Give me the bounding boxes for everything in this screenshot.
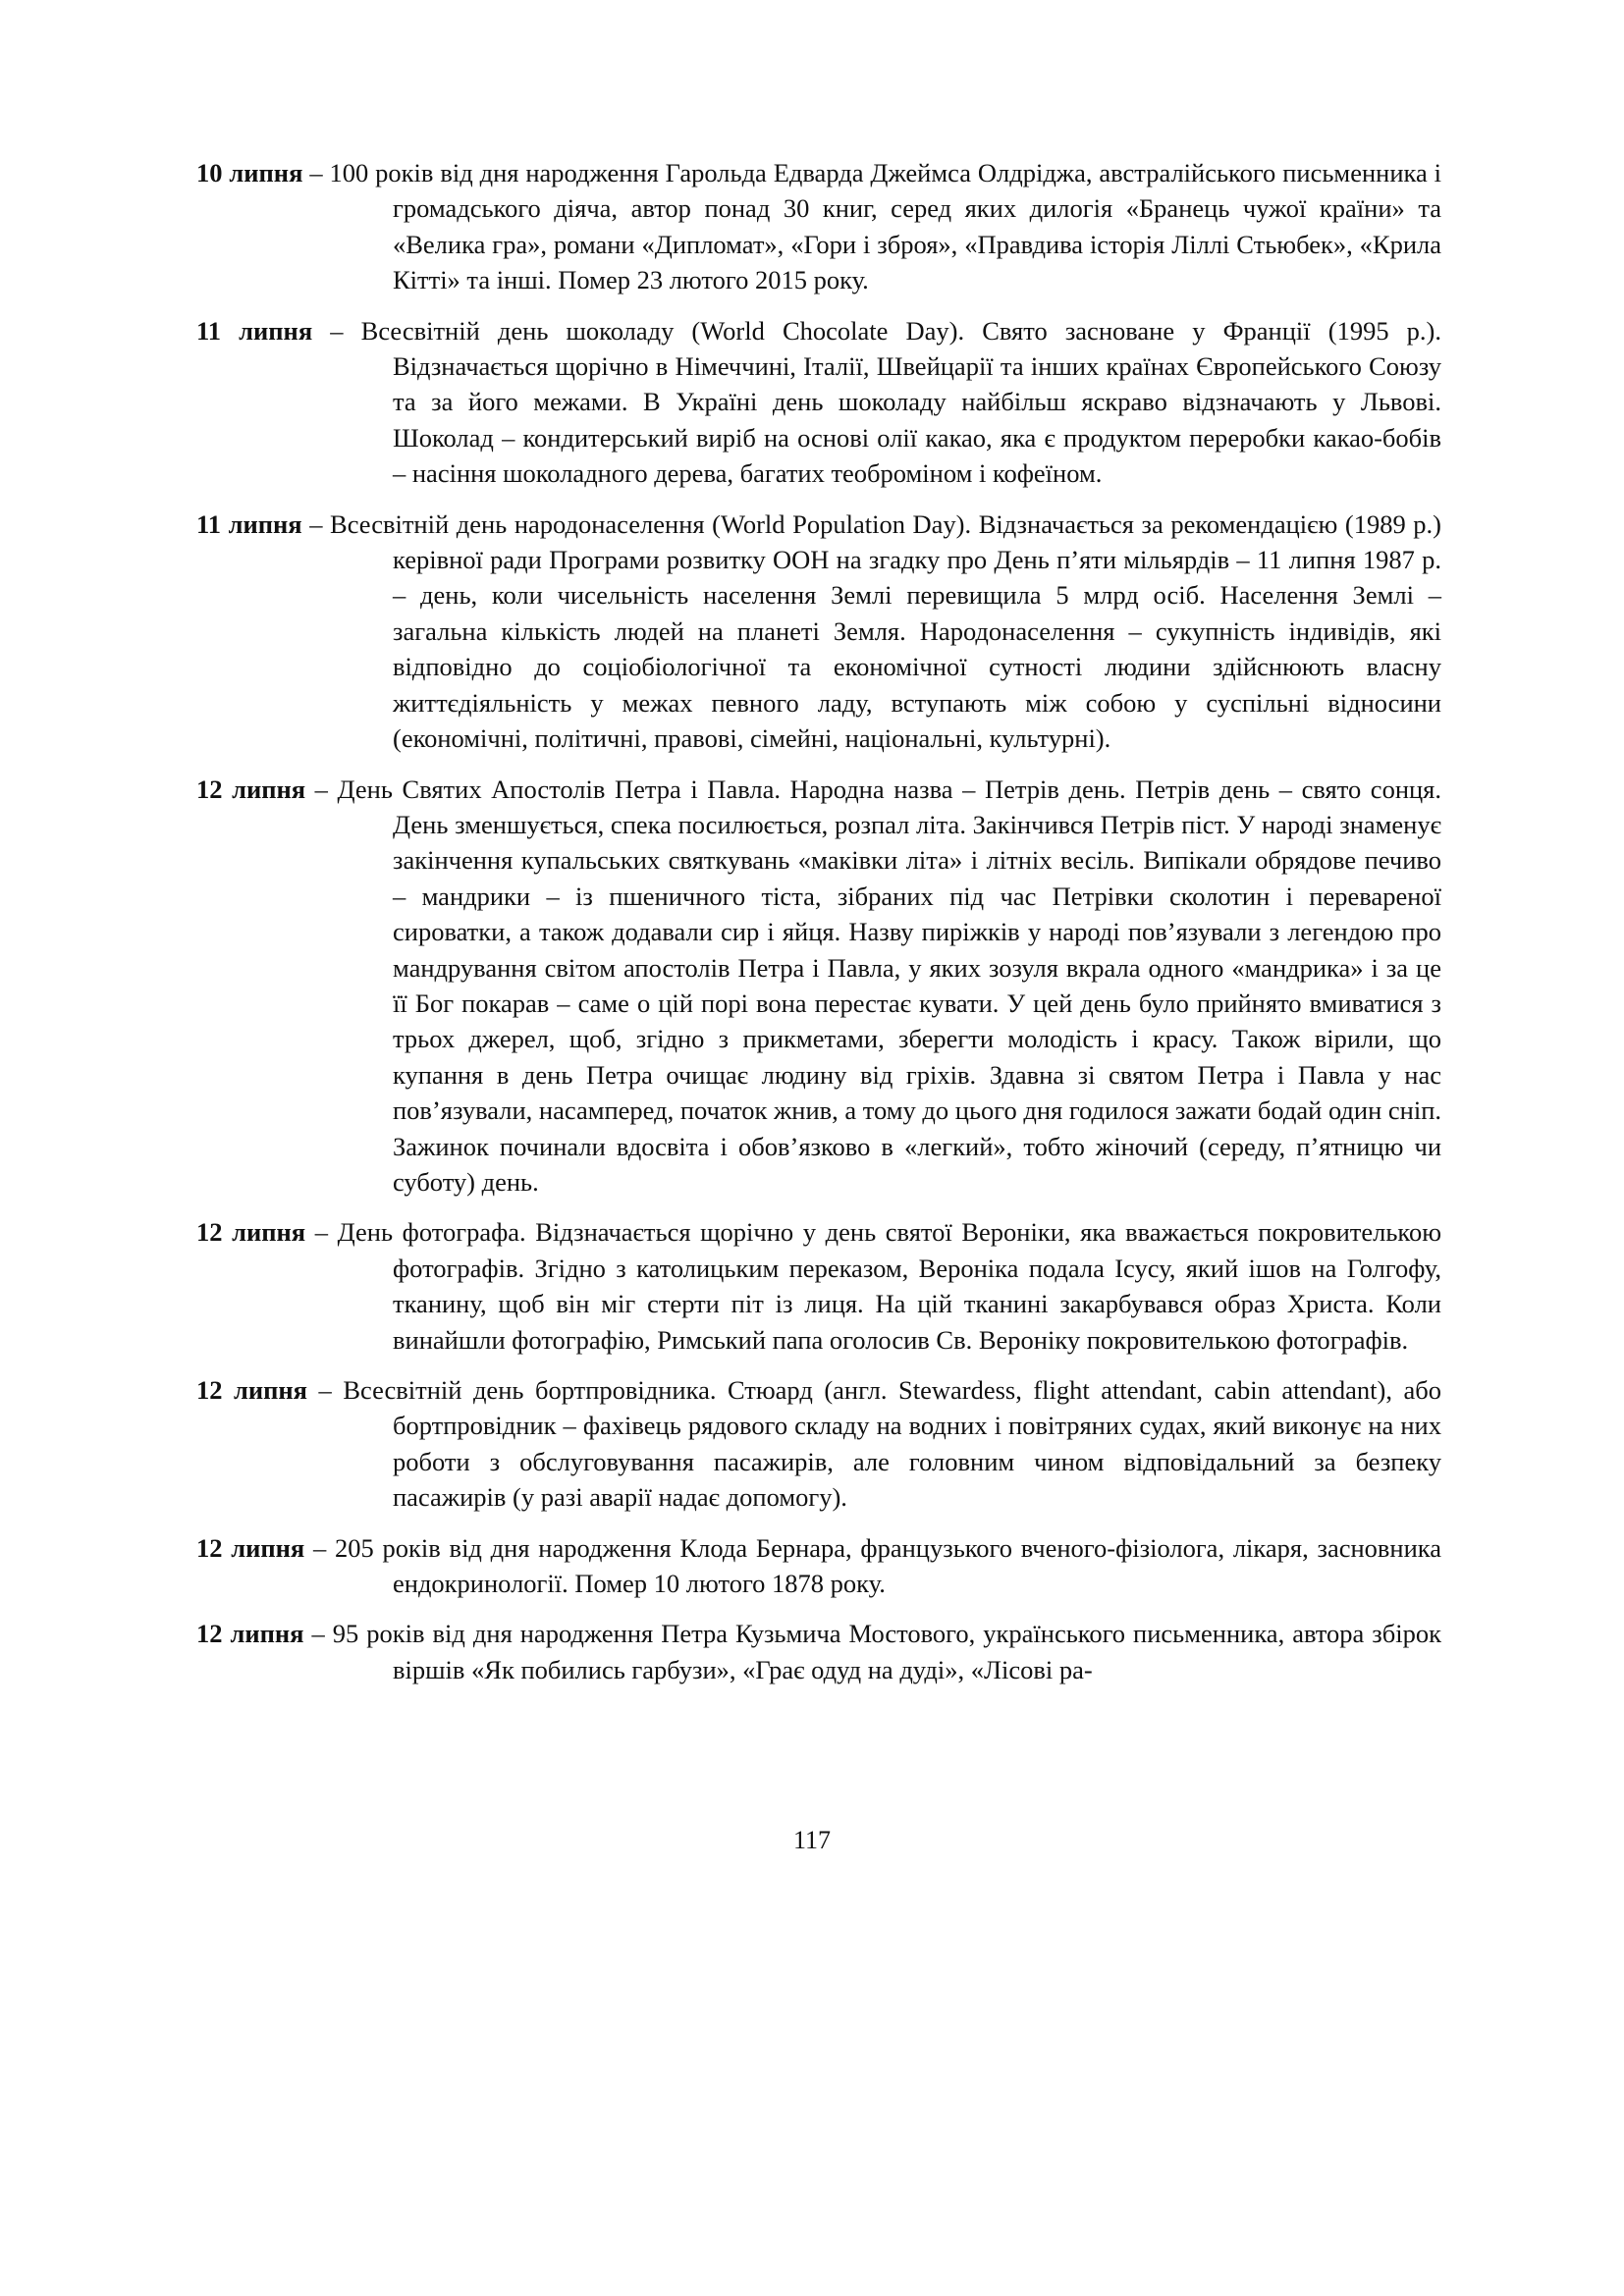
calendar-entry (196, 772, 1441, 1201)
calendar-entry (196, 507, 1441, 757)
calendar-entry (196, 313, 1441, 492)
calendar-entry (196, 155, 1441, 298)
entry-text: 100 років від дня народження Гарольда Едварда Джеймса Олдріджа, австралійського письменника і громадського діяча, автор понад 30 книг, серед яких дилогія «Бранець чужої країни» та «Велика гра», романи «Дипломат», «Гори і зброя», «Правдива історія Ліллі Стьюбек», «Крила Кітті» та інші. Помер 23 лютого 2015 року. (329, 158, 1442, 295)
entry-date: 11 липня (196, 508, 302, 539)
entry-text: 95 років від дня народження Петра Кузьмича Мостового, українського письменника, автора збірок віршів «Як побились гарбузи», «Грає одуд на дуді», «Лісові ра- (332, 1619, 1441, 1684)
entry-separator: – (307, 1375, 344, 1405)
entry-text: День Святих Апостолів Петра і Павла. Народна назва – Петрів день. Петрів день – свято сонця. День зменшується, спека посилюється, розпал літа. Закінчився Петрів піст. У народі знаменує закінчення купальських святкувань «маківки літа» і літніх весіль. Випікали обрядове печиво – мандрики – із пшеничного тіста, зібраних під час Петрівки сколотин і перевареної сироватки, а також додавали сир і яйця. Назву пиріжків у народі пов’язували з легендою про мандрування світом апостолів Петра і Павла, у яких зозуля вкрала одного «мандрика» і за це її Бог покарав – саме о цій порі вона перестає кувати. У цей день було прийнято вмиватися з трьох джерел, щоб, згідно з прикметами, зберегти молодість і красу. Також вірили, що купання в день Петра очищає людину від гріхів. Здавна зі святом Петра і Павла у нас пов’язували, насамперед, початок жнив, а тому до цього дня годилося зажати бодай один сніп. Зажинок починали вдосвіта і обов’язково в «легкий», тобто жіночий (середу, п’ятницю чи суботу) день. (337, 774, 1442, 1197)
entry-text: Всесвітній день бортпровідника. Стюард (англ. Stewardess, flight attendant, cabin attendant), або бортпровідник – фахівець рядового складу на водних і повітряних судах, який виконує на них роботи з обслуговування пасажирів, але головним чином відповідальний за безпеку пасажирів (у разі аварії надає допомогу). (343, 1375, 1442, 1513)
entry-separator: – (302, 158, 330, 187)
entry-date: 12 липня (196, 1532, 305, 1563)
page-body (196, 155, 1441, 1702)
entry-date: 12 липня (196, 1375, 308, 1405)
entry-text: Всесвітній день народонаселення (World Population Day). Відзначається за рекомендацією (1989 р.) керівної ради Програми розвитку ООН на згадку про День п’яти мільярдів – 11 липня 1987 р. – день, коли чисельність населення Землі перевищила 5 млрд осіб. Населення Землі – загальна кількість людей на планеті Земля. Народонаселення – сукупність індивідів, які відповідно до соціобіологічної та економічної сутності людини здійснюють власну життєдіяльність у межах певного ладу, вступають між собою у суспільні відносини (економічні, політичні, правові, сімейні, національні, культурні). (330, 508, 1441, 754)
calendar-entry (196, 1616, 1441, 1687)
entry-text: Всесвітній день шоколаду (World Chocolate Day). Свято засноване у Франції (1995 р.). Відзначається щорічно в Німеччині, Італії, Швейцарії та інших країнах Європейського Союзу та за його межами. В Україні день шоколаду найбільш яскраво відзначають у Львові. Шоколад – кондитерський виріб на основі олії какао, яка є продуктом переробки какао-бобів – насіння шоколадного дерева, багатих теоброміном і кофеїном. (360, 315, 1442, 489)
entry-separator: – (305, 1217, 338, 1248)
calendar-entry (196, 1372, 1441, 1516)
entry-date: 12 липня (196, 774, 306, 804)
calendar-entry (196, 1530, 1441, 1602)
entry-date: 12 липня (196, 1619, 304, 1649)
entry-date: 10 липня (196, 158, 303, 187)
calendar-entry (196, 1214, 1441, 1358)
entry-date: 11 липня (196, 315, 313, 346)
page-number: 117 (792, 1826, 832, 1854)
entry-separator: – (304, 1532, 336, 1563)
entry-text: День фотографа. Відзначається щорічно у день святої Вероніки, яка вважається покровителькою фотографів. Згідно з католицьким переказом, Вероніка подала Ісусу, який ішов на Голгофу, тканину, щоб він міг стерти піт із лиця. На цій тканині закарбувався образ Христа. Коли винайшли фотографію, Римський папа оголосив Св. Вероніку покровителькою фотографів. (337, 1217, 1441, 1355)
entry-separator: – (303, 1619, 333, 1649)
entry-separator: – (301, 508, 331, 539)
entry-text: 205 років від дня народження Клода Бернара, французького вченого-фізіолога, лікаря, засновника ендокринології. Помер 10 лютого 1878 року. (335, 1532, 1442, 1599)
entry-separator: – (305, 774, 338, 804)
entry-separator: – (312, 315, 361, 346)
entry-date: 12 липня (196, 1217, 306, 1248)
